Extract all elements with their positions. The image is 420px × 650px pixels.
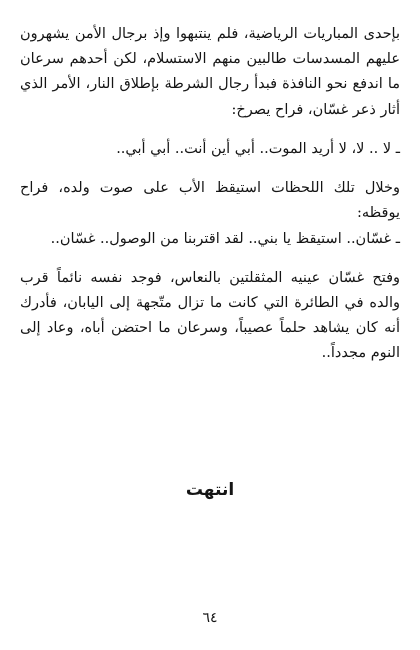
dialogue-line: ـ غسّان.. استيقظ يا بني.. لقد اقتربنا من الوصول.. غسّان.. xyxy=(50,230,400,247)
body-text xyxy=(20,22,400,367)
paragraph: وخلال تلك اللحظات استيقظ الأب على صوت ولده، فراح يوقظه: xyxy=(20,180,400,222)
page-number: ٦٤ xyxy=(202,610,218,626)
paragraph: بإحدى المباريات الرياضية، فلم ينتبهوا وإذ برجال الأمن يشهرون عليهم المسدسات طالبين منهم الاستسلام، لكن أحدهم سرعان ما اندفع نحو النافذة فبدأ رجال الشرطة بإطلاق النار، الأمر الذي أثار ذعر غسّان، فراح يصرخ: xyxy=(20,26,400,118)
dialogue-line: ـ لا .. لا، لا أريد الموت.. أبي أين أنت.. أبي أبي.. xyxy=(116,140,400,157)
end-mark: انتهت xyxy=(185,480,235,500)
paragraph: وفتح غسّان عينيه المثقلتين بالنعاس، فوجد نفسه نائماً قرب والده في الطائرة التي كانت ما تزال متّجهة إلى اليابان، فأدرك أنه كان يشاهد حلماً عصيباً، وسرعان ما احتضن أباه، وعاد إلى النوم مجدداً.. xyxy=(20,269,400,362)
